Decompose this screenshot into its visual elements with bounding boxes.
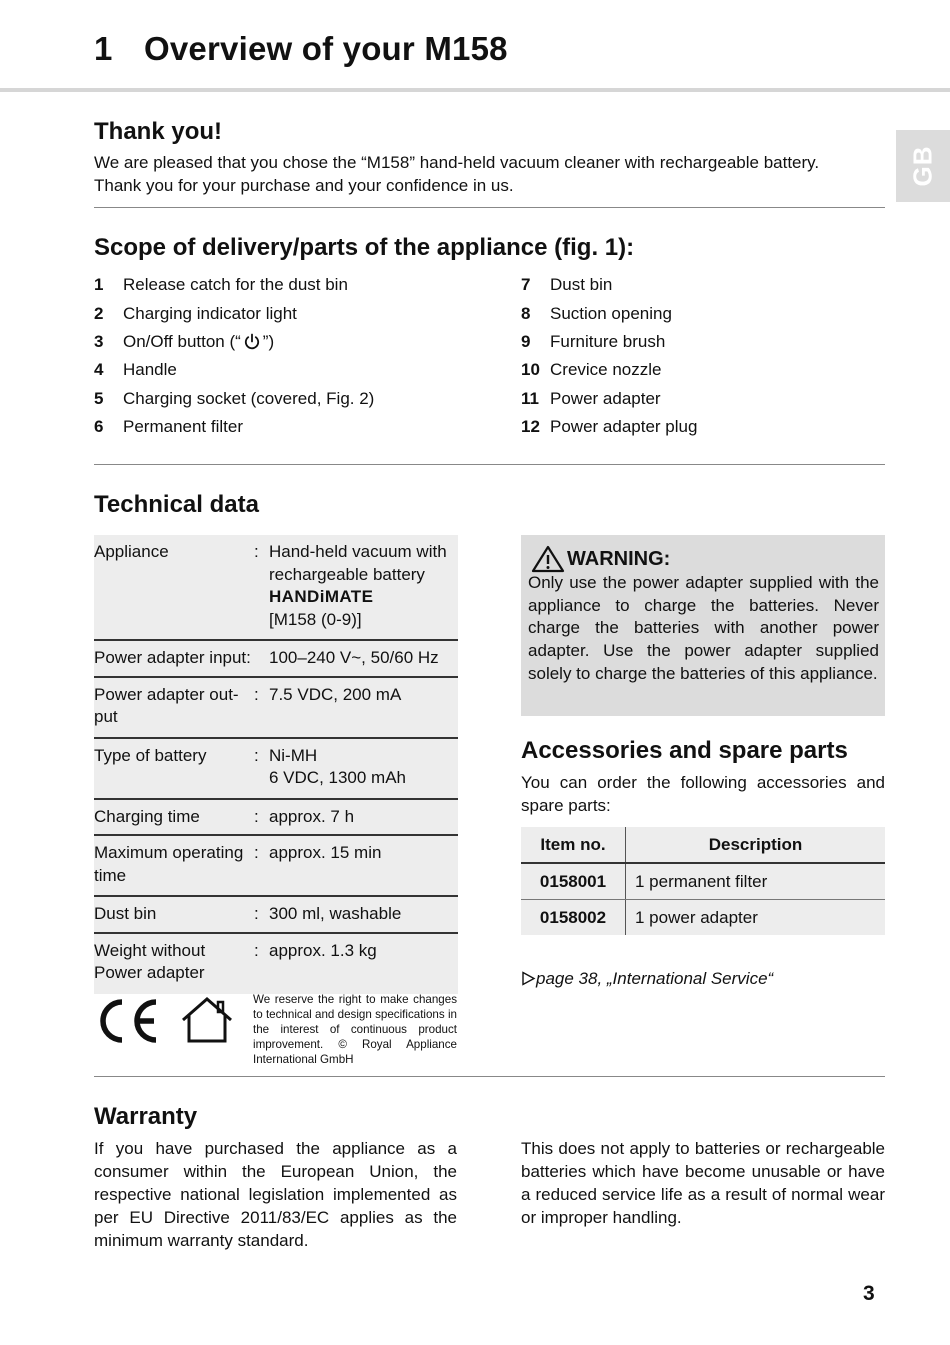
page-number: 3 (863, 1282, 875, 1305)
part-label: Furniture brush (550, 331, 666, 351)
row-value: 100–240 V~, 50/60 Hz (269, 648, 439, 667)
accessories-intro: You can order the following accessories and spare parts: (521, 773, 885, 815)
part-label: Suction opening (550, 303, 672, 323)
row-colon: : (254, 684, 259, 704)
title-divider (0, 88, 950, 92)
part-number: 10 (521, 360, 540, 380)
row-label (94, 842, 252, 887)
chapter-number: 1 (94, 30, 113, 67)
thanks-line-2: Thank you for your purchase and your confidence in us. (94, 176, 514, 195)
table-row (94, 836, 458, 897)
part-label: Crevice nozzle (550, 360, 662, 380)
row-label (94, 684, 252, 729)
row-value: approx. 1.3 kg (269, 940, 377, 960)
part-label: Charging socket (covered, Fig. 2) (123, 388, 375, 408)
list-item (94, 271, 494, 299)
part-number: 3 (94, 331, 104, 351)
row-value (269, 745, 457, 790)
table-row (94, 739, 458, 800)
list-item (94, 356, 494, 384)
part-label: On/Off button (“ ”) (123, 331, 275, 351)
warning-triangle-icon (531, 545, 565, 573)
list-item (94, 413, 494, 441)
row-value (269, 541, 457, 631)
list-item (521, 385, 885, 413)
row-label (94, 940, 252, 985)
part-number: 9 (521, 331, 531, 351)
language-tab (896, 130, 950, 202)
value-line: [M158 (0-9)] (269, 609, 362, 629)
table-row (94, 934, 458, 994)
part-label: Power adapter (550, 388, 661, 408)
power-icon (243, 333, 261, 351)
row-colon: : (254, 843, 259, 862)
warning-text: Only use the power adapter supplied with the appliance to charge the batteries. Never charge the batteries with another power adapter. Use the power adapter supplied solely to charge the batteries of this appliance. (528, 573, 879, 683)
label-line: Power adapter (94, 963, 205, 982)
scope-heading: Scope of delivery/parts of the appliance (fig. 1): (94, 234, 635, 261)
row-colon: : (254, 940, 259, 960)
parts-list-left (94, 271, 494, 441)
section-divider (94, 207, 885, 208)
part-number: 11 (521, 388, 539, 408)
table-header-row (521, 827, 885, 863)
warranty-heading: Warranty (94, 1103, 198, 1130)
column-header-description: Description (626, 827, 886, 863)
row-value: approx. 15 min (269, 843, 382, 862)
tech-data-table (94, 535, 458, 994)
item-number: 0158002 (521, 900, 626, 936)
part-number: 8 (521, 303, 531, 323)
value-line: Ni-MH (269, 745, 318, 765)
chapter-title: Overview of your M158 (144, 30, 508, 67)
list-item (94, 299, 494, 327)
label-line: time (94, 865, 127, 885)
item-description: 1 permanent filter (626, 863, 886, 900)
label-line: Maximum operating (94, 843, 244, 862)
row-colon: : (254, 542, 259, 561)
thanks-line-1: We are pleased that you chose the “M158” hand-held vacuum cleaner with rechargeable battery. (94, 153, 820, 172)
table-row (521, 863, 885, 900)
part-label: Permanent filter (123, 417, 243, 437)
row-colon: : (254, 904, 259, 923)
row-label: Type of battery (94, 745, 207, 765)
table-row (94, 800, 458, 837)
brand-name: HANDiMATE (269, 587, 374, 606)
part-label: Charging indicator light (123, 303, 297, 323)
table-row (521, 900, 885, 936)
value-line: rechargeable battery (269, 564, 425, 584)
row-value: 300 ml, washable (269, 904, 402, 923)
part-number: 12 (521, 417, 540, 437)
list-item (94, 328, 494, 356)
row-label: Appliance (94, 542, 169, 561)
row-value: 7.5 VDC, 200 mA (269, 684, 402, 704)
item-number: 0158001 (521, 863, 626, 900)
part-number: 6 (94, 417, 104, 437)
label-line: Power adapter out- (94, 684, 239, 704)
page-reference-text: page 38, „International Service“ (536, 969, 774, 988)
part-number: 5 (94, 388, 104, 408)
list-item (521, 299, 885, 327)
part-number: 2 (94, 303, 104, 323)
indoor-use-house-icon (180, 996, 234, 1044)
part-label: Power adapter plug (550, 417, 698, 437)
part-number: 7 (521, 275, 531, 295)
label-line: put (94, 707, 118, 726)
part-number: 1 (94, 275, 104, 295)
list-item (521, 356, 885, 384)
accessories-table (521, 827, 885, 935)
list-item (521, 328, 885, 356)
value-line: Hand-held vacuum with (269, 542, 447, 561)
tech-heading: Technical data (94, 491, 259, 518)
list-item (521, 413, 885, 441)
section-divider (94, 1076, 885, 1077)
part-label: Handle (123, 360, 177, 380)
page-reference[interactable] (521, 969, 773, 989)
row-label: Power adapter input: (94, 648, 251, 667)
value-line: 6 VDC, 1300 mAh (269, 768, 407, 787)
thanks-text (94, 151, 894, 197)
thanks-heading: Thank you! (94, 118, 223, 145)
table-row (94, 535, 458, 641)
table-row (94, 641, 458, 678)
row-label: Charging time (94, 806, 200, 826)
item-description: 1 power adapter (626, 900, 886, 936)
row-colon: : (254, 806, 259, 826)
label-line: Weight without (94, 940, 206, 960)
warning-title (531, 545, 670, 573)
row-colon: : (254, 745, 259, 765)
part-label: Dust bin (550, 275, 613, 295)
accessories-heading: Accessories and spare parts (521, 737, 848, 764)
section-divider (94, 464, 885, 465)
part-number: 4 (94, 360, 104, 380)
row-value: approx. 7 h (269, 806, 355, 826)
language-tab-label: GB (907, 145, 938, 187)
table-row (94, 897, 458, 934)
triangle-pointer-icon (521, 971, 536, 986)
warning-box (521, 535, 885, 716)
table-row (94, 678, 458, 739)
column-header-item: Item no. (521, 827, 626, 863)
warning-title-text: WARNING: (567, 547, 671, 570)
row-label: Dust bin (94, 904, 157, 923)
warranty-text-right: This does not apply to batteries or rechargeable batteries which have become unusable or have a reduced service life as a result of normal wear or improper handling. (521, 1139, 885, 1227)
part-label: Release catch for the dust bin (123, 275, 348, 295)
list-item (521, 271, 885, 299)
ce-mark-icon (94, 996, 160, 1046)
parts-list-right (521, 271, 885, 441)
list-item (94, 385, 494, 413)
warranty-text-left: If you have purchased the appliance as a consumer within the European Union, the respective national legislation implemented as per EU Directive 2011/83/EC applies as the minimum warranty standard. (94, 1139, 457, 1250)
page-title (94, 30, 508, 68)
legal-notice: We reserve the right to make changes to technical and design specifications in the interest of continuous product improvement. © Royal Appliance International GmbH (253, 993, 457, 1066)
